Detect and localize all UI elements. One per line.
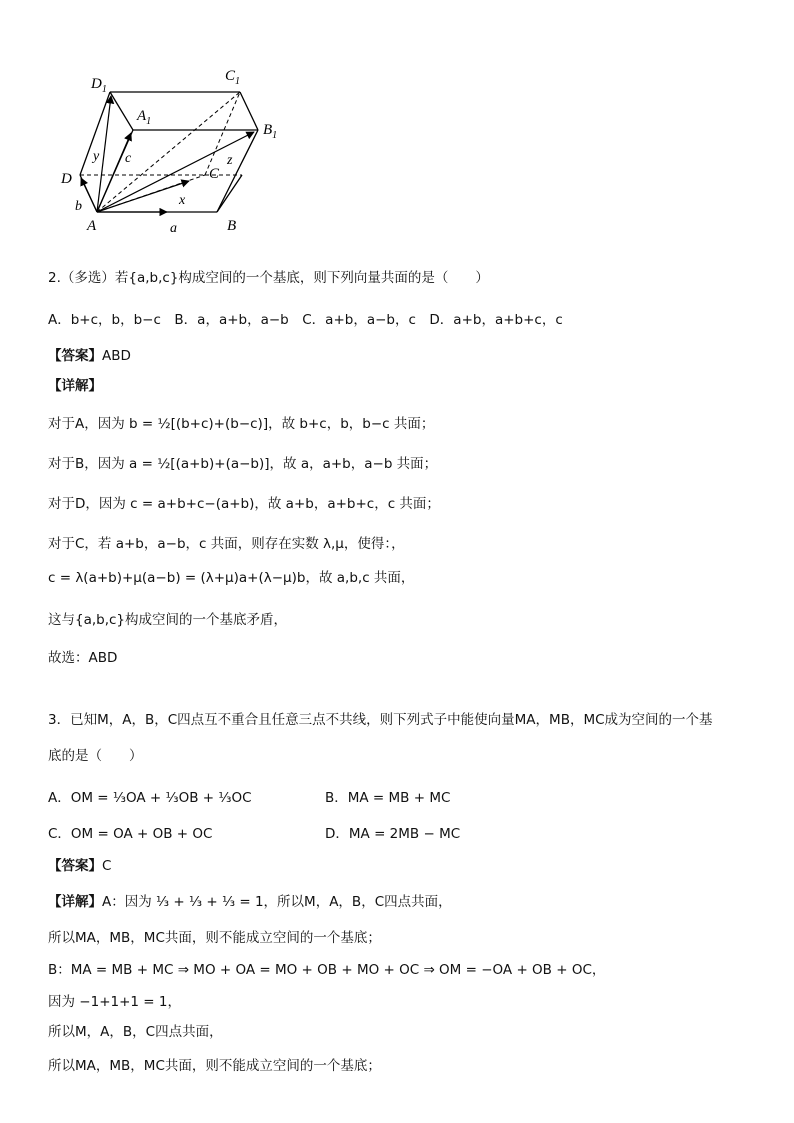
detail-label: 【详解】: [48, 894, 102, 910]
label-d: D: [61, 171, 72, 187]
vector-label-x: x: [179, 193, 186, 208]
answer-label: 【答案】: [48, 348, 102, 364]
q3-detail-line: 因为 −1+1+1 = 1，: [48, 994, 181, 1010]
vector-label-z: z: [227, 153, 233, 168]
q3-option-b: B．MA = MB + MC: [325, 790, 451, 806]
q3-answer: [48, 856, 111, 876]
q2-detail-line: c = λ(a+b)+μ(a−b) = (λ+μ)a+(λ−μ)b，故 a,b,c 共面，: [48, 570, 415, 586]
label-b1: $B_1$: [263, 122, 278, 141]
q3-stem-cont: 底的是（ ）: [48, 748, 143, 764]
q2-detail-line: 对于B，因为 a = ½[(a+b)+(a−b)]，故 a，a+b，a−b 共面；: [48, 456, 438, 472]
q2-options: A．b+c，b，b−c B．a，a+b，a−b C．a+b，a−b，c D．a+b，a+b+c，c: [48, 312, 563, 328]
label-c: C: [209, 166, 220, 182]
q2-answer: [48, 346, 131, 366]
label-a1: $A_1$: [137, 108, 152, 127]
parallelepiped-figure: [55, 60, 295, 240]
label-a: A: [87, 218, 97, 234]
detail-text: A：因为 ⅓ + ⅓ + ⅓ = 1，所以M，A，B，C四点共面，: [102, 894, 452, 910]
q2-detail-line: 对于C，若 a+b，a−b，c 共面，则存在实数 λ,μ，使得：，: [48, 536, 405, 552]
q2-detail-line: 对于A，因为 b = ½[(b+c)+(b−c)]，故 b+c，b，b−c 共面；: [48, 416, 435, 432]
vector-label-y: y: [93, 149, 100, 164]
q3-detail-line: 所以MA，MB，MC共面，则不能成立空间的一个基底；: [48, 1058, 381, 1074]
label-c1: $C_1$: [225, 68, 241, 87]
q3-detail-line: B：MA = MB + MC ⇒ MO + OA = MO + OB + MO + OC ⇒ OM = −OA + OB + OC，: [48, 962, 606, 978]
q3-option-c: C．OM = OA + OB + OC: [48, 826, 213, 842]
vector-label-c: c: [125, 151, 132, 166]
label-b: B: [227, 218, 237, 234]
label-d1: $D_1$: [91, 76, 107, 95]
q2-detail-line: 故选：ABD: [48, 650, 118, 666]
answer-value: ABD: [102, 348, 131, 364]
answer-value: C: [102, 858, 112, 874]
q2-detail-line: 对于D，因为 c = a+b+c−(a+b)，故 a+b，a+b+c，c 共面；: [48, 496, 440, 512]
q3-detail-line: [48, 892, 452, 912]
q2-detail-line: 这与{a,b,c}构成空间的一个基底矛盾，: [48, 612, 288, 628]
q3-option-d: D．MA = 2MB − MC: [325, 826, 461, 842]
q2-detail-label: 【详解】: [48, 378, 102, 394]
answer-label: 【答案】: [48, 858, 102, 874]
vector-label-a: a: [170, 221, 177, 236]
q3-detail-line: 所以M，A，B，C四点共面，: [48, 1024, 223, 1040]
q3-option-a: A．OM = ⅓OA + ⅓OB + ⅓OC: [48, 790, 252, 806]
q3-detail-line: 所以MA，MB，MC共面，则不能成立空间的一个基底；: [48, 930, 381, 946]
q3-stem: 3．已知M，A，B，C四点互不重合且任意三点不共线，则下列式子中能使向量MA，MB，MC成为空间的一个基: [48, 712, 713, 728]
q2-stem: 2.（多选）若{a,b,c}构成空间的一个基底，则下列向量共面的是（ ）: [48, 270, 489, 286]
vector-label-b: b: [75, 199, 82, 214]
